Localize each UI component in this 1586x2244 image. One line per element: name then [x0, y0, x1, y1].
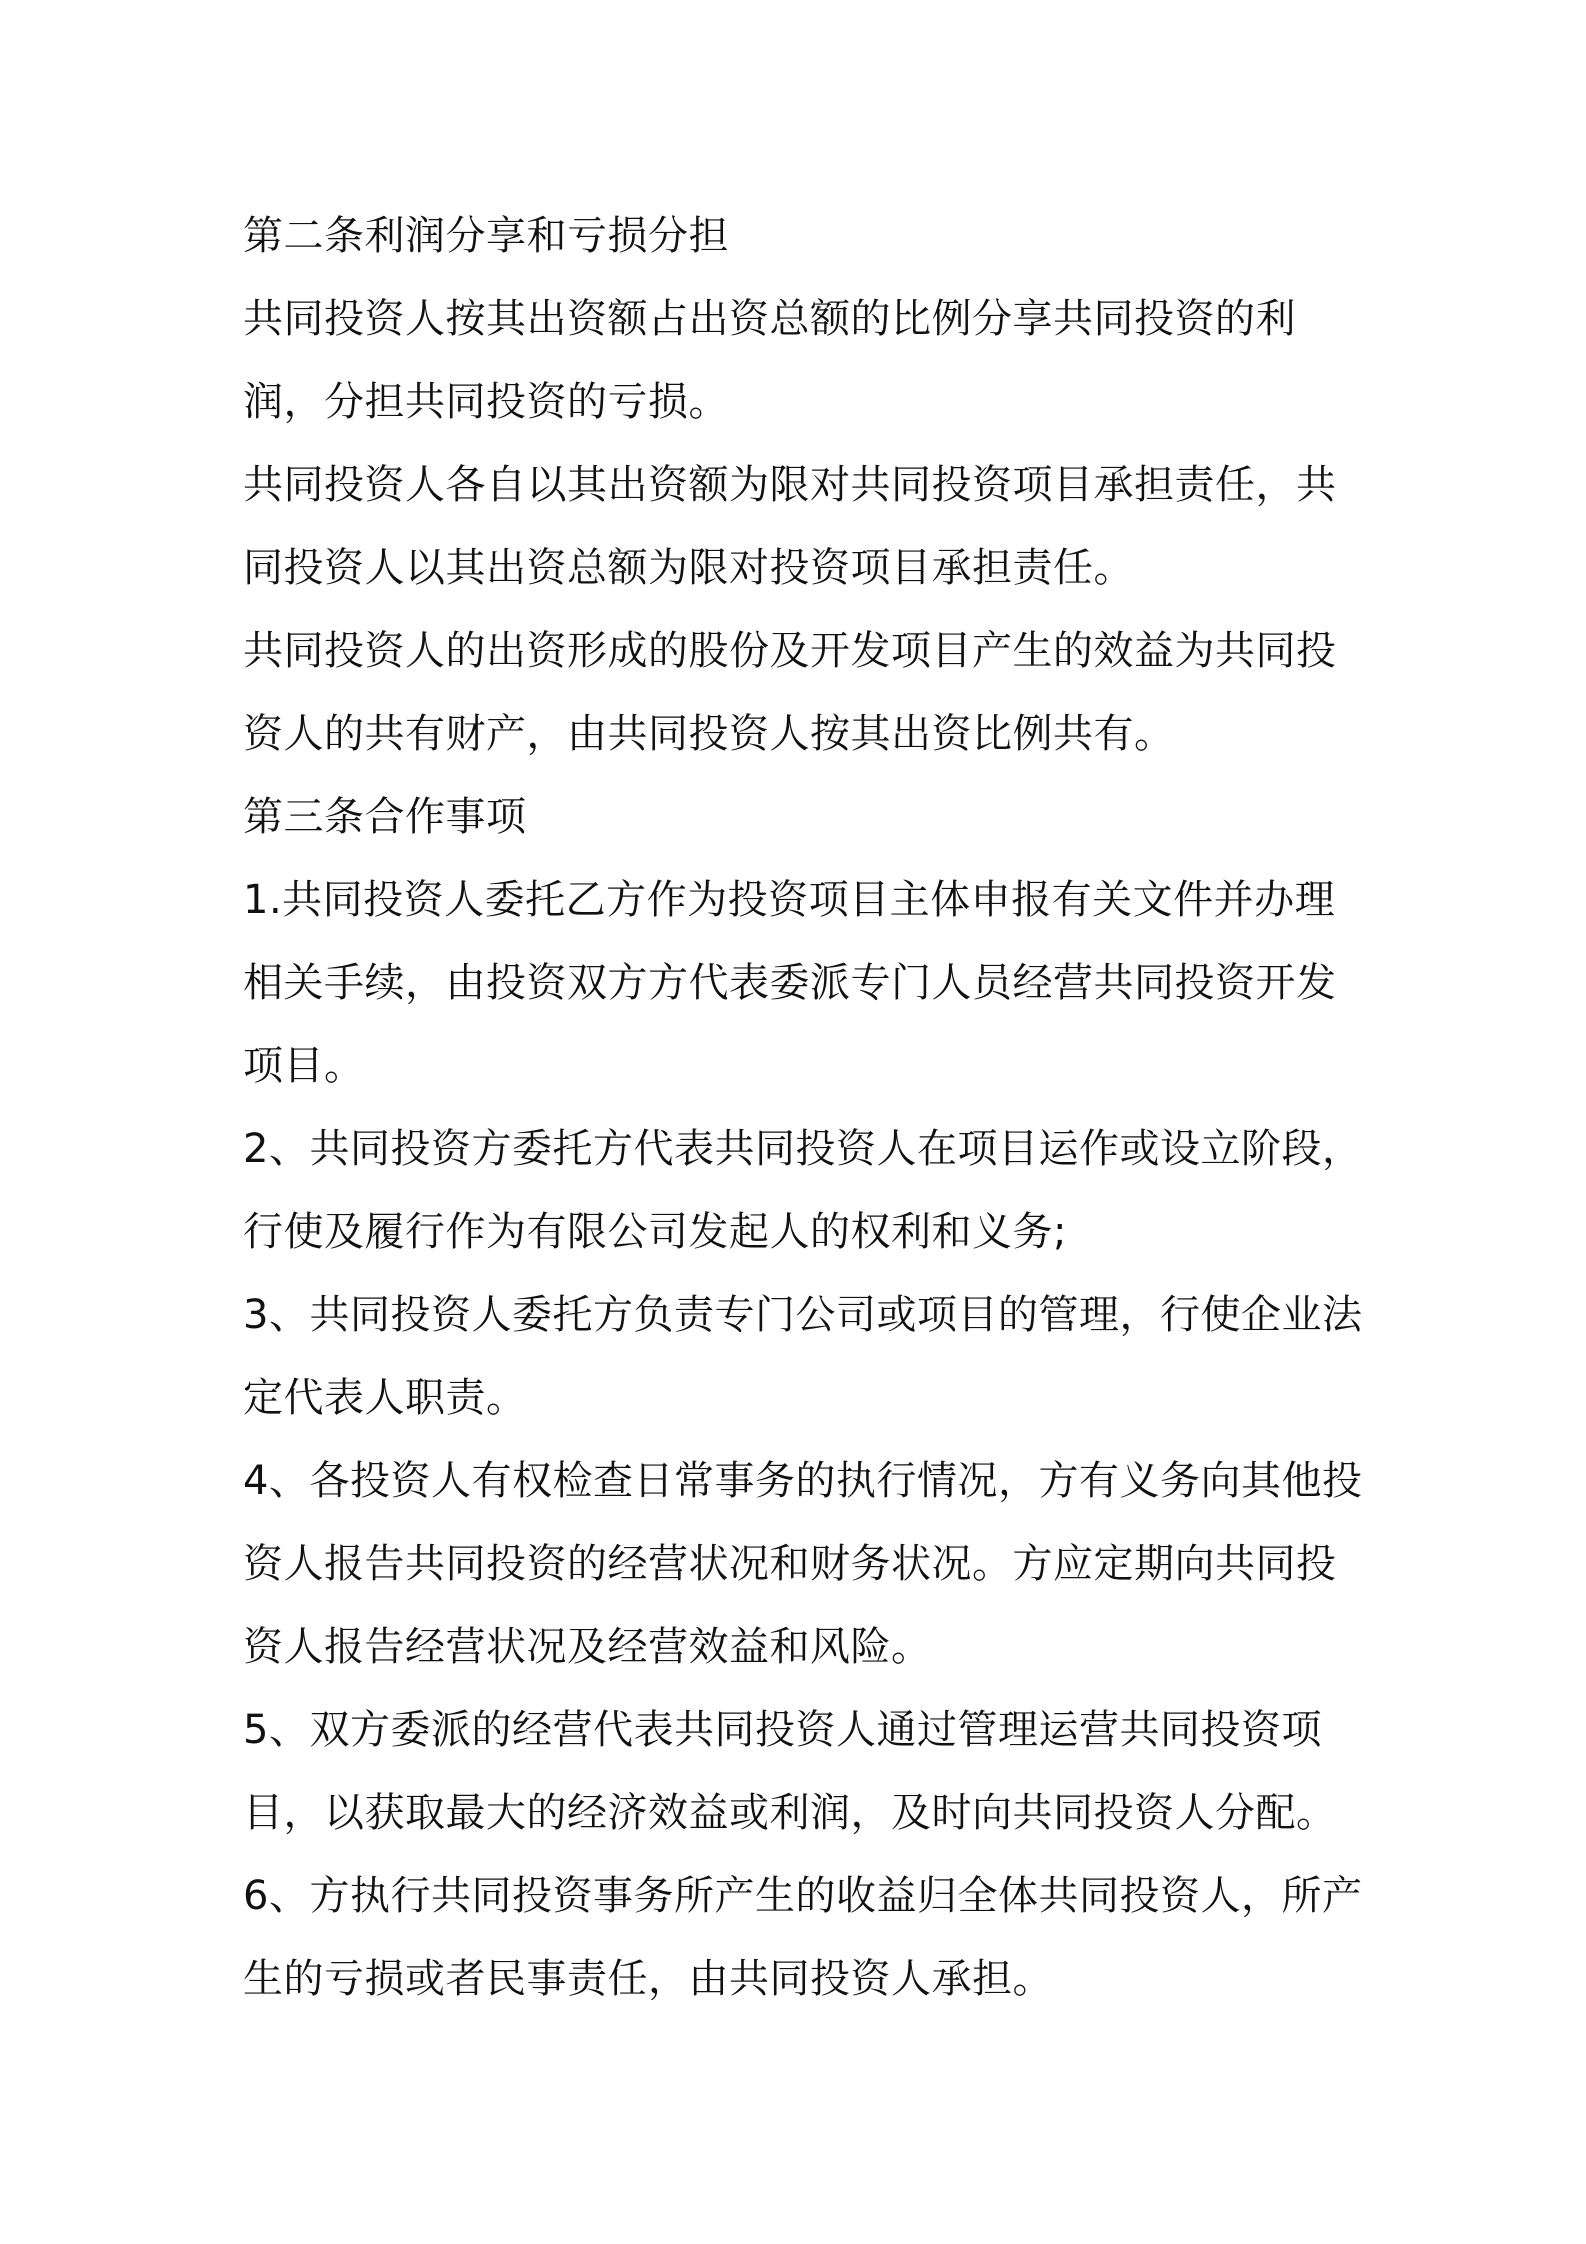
- section-heading-article-3: 第三条合作事项: [243, 794, 527, 840]
- paragraph-profit-sharing: 共同投资人按其出资额占出资总额的比例分享共同投资的利润，分担共同投资的亏损。: [243, 296, 1296, 425]
- paragraph-item-1: 1.共同投资人委托乙方作为投资项目主体申报有关文件并办理相关手续，由投资双方方代表委派专门人员经营共同投资开发项目。: [243, 877, 1337, 1089]
- paragraph-joint-property: 共同投资人的出资形成的股份及开发项目产生的效益为共同投资人的共有财产，由共同投资人按其出资比例共有。: [243, 628, 1337, 757]
- paragraph-item-2: 2、共同投资方委托方代表共同投资人在项目运作或设立阶段，行使及履行作为有限公司发起人的权利和义务;: [243, 1126, 1363, 1255]
- section-heading-article-2: 第二条利润分享和亏损分担: [243, 213, 729, 259]
- paragraph-item-6: 6、方执行共同投资事务所产生的收益归全体共同投资人，所产生的亏损或者民事责任，由共同投资人承担。: [243, 1873, 1363, 2002]
- paragraph-item-4: 4、各投资人有权检查日常事务的执行情况，方有义务向其他投资人报告共同投资的经营状况和财务状况。方应定期向共同投资人报告经营状况及经营效益和风险。: [243, 1458, 1363, 1670]
- paragraph-liability: 共同投资人各自以其出资额为限对共同投资项目承担责任，共同投资人以其出资总额为限对投资项目承担责任。: [243, 462, 1337, 591]
- paragraph-item-3: 3、共同投资人委托方负责专门公司或项目的管理，行使企业法定代表人职责。: [243, 1292, 1363, 1421]
- paragraph-item-5: 5、双方委派的经营代表共同投资人通过管理运营共同投资项目，以获取最大的经济效益或利润，及时向共同投资人分配。: [243, 1707, 1337, 1836]
- document-body: [243, 195, 1363, 2021]
